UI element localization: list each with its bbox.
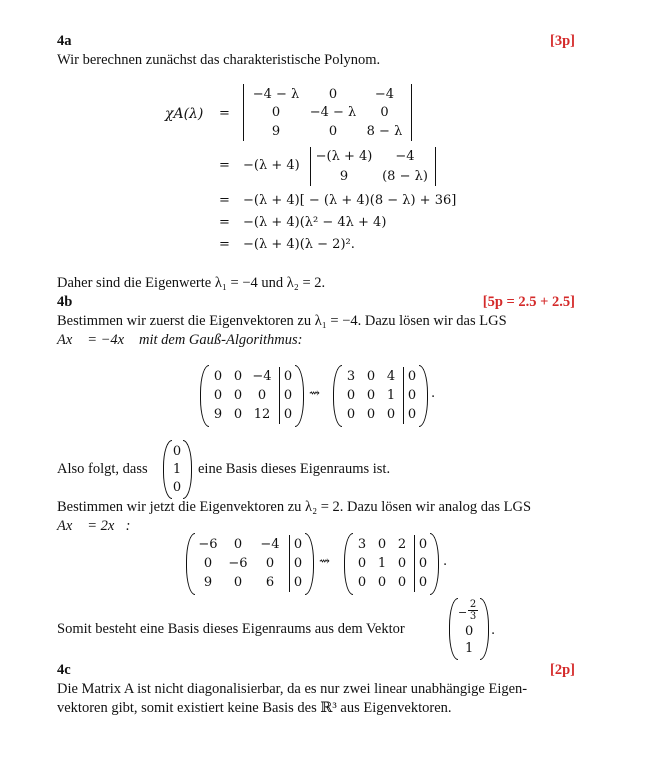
basis2-open-paren — [449, 598, 458, 660]
step3: −(λ + 4)[ − (λ + 4)(8 − λ) + 36] — [243, 193, 457, 208]
matrix-cell: 0 — [407, 369, 417, 384]
gauss2-right-matrix — [352, 535, 412, 592]
matrix-cell: 4 — [386, 369, 396, 384]
matrix-cell: 0 — [213, 369, 223, 384]
matrix-cell: 0 — [366, 369, 376, 384]
matrix-cell: 0 — [213, 388, 223, 403]
gauss2-arrow: ⇝ — [319, 554, 330, 569]
det3-cell: −4 — [374, 86, 395, 102]
basis2-frac-den: 3 — [469, 611, 477, 622]
det3-cell: −4 − λ — [252, 86, 300, 102]
gauss2-right-augment-bar — [414, 535, 415, 592]
matrix-cell: 0 — [418, 556, 428, 571]
matrix-cell: 0 — [283, 407, 293, 422]
gauss1-left-close-paren — [295, 365, 304, 427]
text-a-intro: Wir berechnen zunächst das charakteristische Polynom. — [57, 52, 381, 68]
section-label-4b: 4b — [57, 294, 73, 310]
gauss1-arrow: ⇝ — [309, 386, 320, 401]
gauss1-right-matrix — [341, 367, 401, 424]
matrix-cell: 0 — [397, 575, 407, 590]
matrix-cell: 0 — [265, 556, 275, 571]
section-label-4c: 4c — [57, 662, 71, 678]
matrix-cell: 0 — [293, 556, 303, 571]
step4: −(λ + 4)(λ² − 4λ + 4) — [243, 215, 387, 230]
matrix-cell: 0 — [366, 388, 376, 403]
gauss1-left-matrix — [208, 367, 276, 424]
matrix-cell: −4 — [260, 537, 280, 552]
matrix-cell: 0 — [346, 407, 356, 422]
matrix-cell: 6 — [265, 575, 275, 590]
det3-right-bar — [411, 84, 412, 141]
gauss2-left-augment-bar — [289, 535, 290, 592]
det2-cell: (8 − λ) — [382, 168, 428, 184]
vector-entry: 1 — [172, 461, 182, 477]
eq-4: = — [219, 215, 230, 230]
det3-cell: 0 — [380, 105, 389, 121]
gauss2-left-rhs — [291, 535, 305, 592]
det3-cell: 9 — [271, 124, 281, 140]
matrix-cell: 9 — [203, 575, 213, 590]
eq-3: = — [219, 193, 230, 208]
eq-1: = — [219, 106, 230, 121]
matrix-cell: 0 — [407, 388, 417, 403]
matrix-cell: 12 — [253, 407, 271, 422]
det3-left-bar — [243, 84, 244, 141]
det3-cell: 0 — [271, 105, 281, 121]
det2-cell: −(λ + 4) — [315, 149, 373, 165]
matrix-cell: 0 — [357, 575, 367, 590]
step5: −(λ + 4)(λ − 2)². — [243, 237, 355, 252]
det2-matrix — [312, 147, 434, 186]
matrix-cell: 0 — [293, 537, 303, 552]
matrix-cell: 2 — [397, 537, 407, 552]
section-label-4a: 4a — [57, 33, 72, 49]
gauss2-right-rhs — [416, 535, 430, 592]
gauss2-period: . — [443, 554, 448, 569]
basis1-close-paren — [183, 440, 192, 499]
eq-2: = — [219, 158, 230, 173]
text-b-intro1: Bestimmen wir zuerst die Eigenvektoren zu λ₁ = −4. Dazu lösen wir das LGS — [57, 313, 507, 329]
matrix-cell: 0 — [283, 388, 293, 403]
gauss2-right-close-paren — [430, 533, 439, 595]
det3-cell: −4 − λ — [309, 105, 357, 121]
points-4b: [5p = 2.5 + 2.5] — [482, 294, 575, 310]
text-b-intro2: Ax⃗ = −4x⃗ mit dem Gauß-Algorithmus: — [57, 332, 303, 348]
matrix-cell: 0 — [357, 556, 367, 571]
matrix-cell: 3 — [346, 369, 356, 384]
matrix-cell: 1 — [386, 388, 396, 403]
matrix-cell: 0 — [386, 407, 396, 422]
gauss1-period: . — [431, 386, 436, 401]
basis2-mid: 0 — [465, 624, 474, 639]
det2-left-bar — [310, 147, 311, 186]
matrix-cell: 1 — [377, 556, 387, 571]
basis2-frac-num: 2 — [469, 599, 477, 610]
text-c-line2: vektoren gibt, somit existiert keine Basis des ℝ³ aus Eigenvektoren. — [57, 700, 452, 716]
matrix-cell: 0 — [418, 575, 428, 590]
gauss2-left-matrix — [194, 535, 286, 592]
matrix-cell: 0 — [257, 388, 267, 403]
text-c-line1: Die Matrix A ist nicht diagonalisierbar, da es nur zwei linear unabhängige Eigen- — [57, 681, 528, 697]
gauss1-right-rhs — [405, 367, 419, 424]
matrix-cell: 0 — [203, 556, 213, 571]
det3-cell: 8 − λ — [366, 124, 403, 140]
text-a-result: Daher sind die Eigenwerte λ₁ = −4 und λ₂ = 2. — [57, 275, 326, 291]
vector-entry: 0 — [172, 443, 182, 459]
det2-right-bar — [435, 147, 436, 186]
text-b-basis-pre: Also folgt, dass — [57, 461, 148, 477]
basis2-bot: 1 — [465, 641, 474, 656]
matrix-cell: 0 — [377, 537, 387, 552]
eq-5: = — [219, 237, 230, 252]
matrix-cell: 9 — [213, 407, 223, 422]
det3-cell: 0 — [328, 124, 338, 140]
basis2-close-paren — [480, 598, 489, 660]
matrix-cell: 0 — [407, 407, 417, 422]
matrix-cell: 0 — [233, 369, 243, 384]
det3-cell: 0 — [328, 86, 338, 102]
matrix-cell: 0 — [346, 388, 356, 403]
gauss1-left-rhs — [281, 367, 295, 424]
matrix-cell: 0 — [418, 537, 428, 552]
text-b-second2: Ax⃗ = 2x⃗: — [57, 518, 131, 534]
matrix-cell: −6 — [198, 537, 218, 552]
points-4a: [3p] — [550, 33, 575, 49]
gauss1-right-augment-bar — [403, 367, 404, 424]
gauss1-right-close-paren — [419, 365, 428, 427]
matrix-cell: 0 — [233, 407, 243, 422]
basis1-vector — [171, 442, 183, 496]
det3-matrix — [246, 85, 409, 141]
gauss1-left-augment-bar — [279, 367, 280, 424]
text-b-basis-post: eine Basis dieses Eigenraums ist. — [198, 461, 391, 477]
basis2-period: . — [491, 623, 496, 638]
matrix-cell: 0 — [233, 537, 243, 552]
matrix-cell: −6 — [228, 556, 248, 571]
text-b-second1: Bestimmen wir jetzt die Eigenvektoren zu λ₂ = 2. Dazu lösen wir analog das LGS — [57, 499, 532, 515]
step2-factor: −(λ + 4) — [243, 158, 300, 173]
matrix-cell: 0 — [377, 575, 387, 590]
matrix-cell: 0 — [233, 388, 243, 403]
points-4c: [2p] — [550, 662, 575, 678]
matrix-cell: 3 — [357, 537, 367, 552]
matrix-cell: 0 — [397, 556, 407, 571]
text-b-basis2-pre: Somit besteht eine Basis dieses Eigenraums aus dem Vektor — [57, 621, 405, 637]
matrix-cell: 0 — [233, 575, 243, 590]
vector-entry: 0 — [172, 479, 182, 495]
gauss2-left-close-paren — [305, 533, 314, 595]
matrix-cell: 0 — [293, 575, 303, 590]
matrix-cell: 0 — [366, 407, 376, 422]
char-poly-lhs: χA(λ) — [165, 106, 204, 122]
det2-cell: −4 — [395, 149, 415, 165]
matrix-cell: −4 — [252, 369, 272, 384]
det2-cell: 9 — [339, 168, 349, 184]
basis2-sign: − — [458, 606, 468, 619]
matrix-cell: 0 — [283, 369, 293, 384]
